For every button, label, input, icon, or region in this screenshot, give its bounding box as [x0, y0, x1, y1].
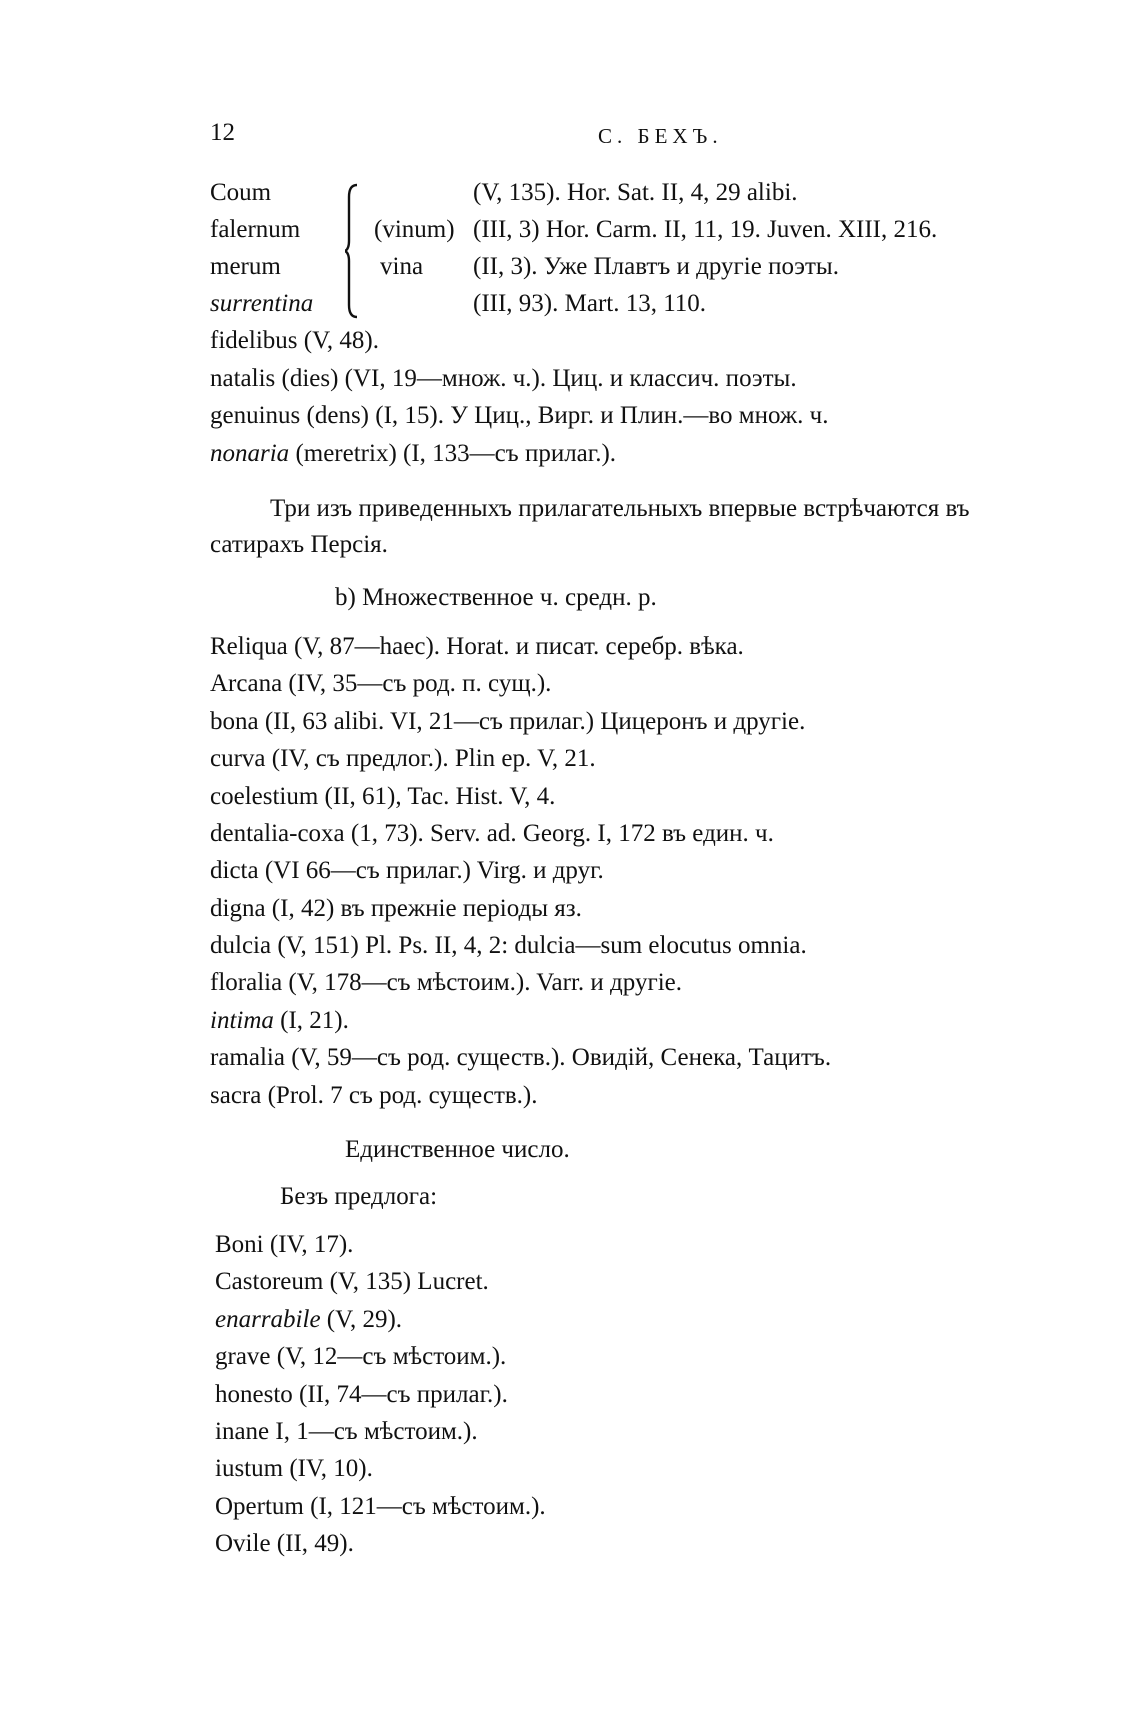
entry-line: [210, 1006, 349, 1036]
subheading: Безъ предлога:: [280, 1183, 438, 1210]
wine-middle-term: vina: [380, 253, 424, 280]
entry-line: curva (IV, съ предлог.). Plin ep. V, 21.: [210, 745, 596, 772]
entry-line: inane I, 1—съ мѣстоим.).: [215, 1418, 478, 1445]
wine-ref: (III, 93). Mart. 13, 110.: [473, 290, 707, 317]
entry-term: intima: [210, 1007, 274, 1034]
section-heading: b) Множественное ч. средн. р.: [335, 584, 657, 611]
wine-term: Coum: [210, 179, 272, 206]
entry-line: natalis (dies) (VI, 19—множ. ч.). Циц. и классич. поэты.: [210, 365, 797, 392]
entry-term: nonaria: [210, 440, 290, 467]
wine-middle-term: (vinum): [374, 216, 455, 243]
entry-rest: (meretrix) (I, 133—съ прилаг.).: [289, 440, 617, 467]
entry-line: iustum (IV, 10).: [215, 1455, 373, 1482]
page-number: 12: [210, 119, 235, 146]
entry-line: dicta (VI 66—съ прилаг.) Virg. и друг.: [210, 857, 604, 884]
entry-line: honesto (II, 74—съ прилаг.).: [215, 1381, 508, 1408]
entry-term: enarrabile: [215, 1306, 321, 1333]
entry-line: dentalia-coxa (1, 73). Serv. ad. Georg. I, 172 въ един. ч.: [210, 820, 774, 847]
wine-term: falernum: [210, 216, 301, 243]
brace-icon: [345, 183, 359, 319]
entry-line: [210, 439, 616, 469]
entry-line: genuinus (dens) (I, 15). У Циц., Вирг. и Плин.—во множ. ч.: [210, 402, 829, 429]
entry-line: coelestium (II, 61), Tac. Hist. V, 4.: [210, 783, 556, 810]
wine-ref: (III, 3) Hor. Carm. II, 11, 19. Juven. XIII, 216.: [473, 216, 938, 243]
entry-line: dulcia (V, 151) Pl. Ps. II, 4, 2: dulcia—sum elocutus omnia.: [210, 932, 807, 959]
entry-line: [215, 1305, 402, 1335]
paragraph-line: сатирахъ Персія.: [210, 531, 388, 558]
entry-rest: (V, 29).: [320, 1306, 403, 1333]
entry-line: bona (II, 63 alibi. VI, 21—съ прилаг.) Цицеронъ и другіе.: [210, 708, 806, 735]
wine-ref: (II, 3). Уже Плавтъ и другіе поэты.: [473, 253, 839, 280]
entry-line: sacra (Prol. 7 съ род. существ.).: [210, 1082, 538, 1109]
entry-line: Arcana (IV, 35—съ род. п. сущ.).: [210, 670, 552, 697]
paragraph-line: Три изъ приведенныхъ прилагательныхъ впервые встрѣчаются въ: [270, 495, 970, 522]
entry-line: Boni (IV, 17).: [215, 1231, 354, 1258]
entry-line: Castoreum (V, 135) Lucret.: [215, 1268, 489, 1295]
entry-line: Ovile (II, 49).: [215, 1530, 354, 1557]
wine-ref: (V, 135). Hor. Sat. II, 4, 29 alibi.: [473, 179, 798, 206]
entry-line: Reliqua (V, 87—haec). Horat. и писат. серебр. вѣка.: [210, 633, 744, 660]
entry-line: floralia (V, 178—съ мѣстоим.). Varr. и другіе.: [210, 969, 682, 996]
entry-line: fidelibus (V, 48).: [210, 327, 379, 354]
wine-term: surrentina: [210, 290, 314, 317]
entry-rest: (I, 21).: [273, 1007, 349, 1034]
section-heading: Единственное число.: [345, 1136, 570, 1163]
entry-line: grave (V, 12—съ мѣстоим.).: [215, 1343, 507, 1370]
entry-line: ramalia (V, 59—съ род. существ.). Овидій, Сенека, Тацитъ.: [210, 1044, 832, 1071]
wine-term: merum: [210, 253, 281, 280]
entry-line: Opertum (I, 121—съ мѣстоим.).: [215, 1493, 546, 1520]
entry-line: digna (I, 42) въ прежніе періоды яз.: [210, 895, 582, 922]
running-title: С. БЕХЪ.: [598, 124, 723, 148]
